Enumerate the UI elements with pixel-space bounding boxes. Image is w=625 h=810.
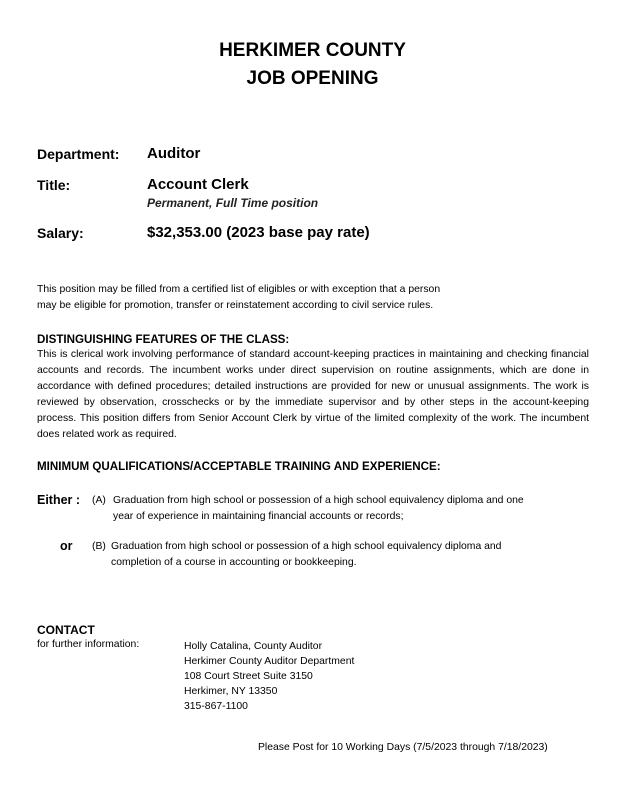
contact-label: for further information: — [37, 639, 140, 650]
qualifications-heading: MINIMUM QUALIFICATIONS/ACCEPTABLE TRAINING AND EXPERIENCE: — [37, 460, 441, 473]
or-label: or — [60, 539, 73, 553]
contact-heading: CONTACT — [37, 623, 95, 637]
option-a-line-2: year of experience in maintaining financial accounts or records; — [113, 511, 404, 522]
page-title-county: HERKIMER COUNTY — [219, 40, 406, 61]
option-a-text — [113, 493, 524, 525]
title-subtitle: Permanent, Full Time position — [147, 196, 319, 210]
contact-name: Holly Catalina, County Auditor — [184, 641, 323, 652]
contact-city: Herkimer, NY 13350 — [184, 686, 278, 697]
department-label: Department: — [37, 146, 120, 162]
department-value: Auditor — [147, 145, 201, 162]
option-b-line-1: Graduation from high school or possession of a high school equivalency diploma and — [111, 541, 502, 552]
contact-details — [184, 639, 354, 714]
title-value: Account Clerk — [147, 176, 249, 193]
contact-street: 108 Court Street Suite 3150 — [184, 671, 313, 682]
option-b-text — [111, 539, 501, 571]
intro-paragraph — [37, 282, 440, 314]
features-heading: DISTINGUISHING FEATURES OF THE CLASS: — [37, 333, 290, 346]
salary-value: $32,353.00 (2023 base pay rate) — [147, 224, 370, 241]
contact-department: Herkimer County Auditor Department — [184, 656, 355, 667]
either-label: Either : — [37, 493, 81, 507]
page-title-job-opening: JOB OPENING — [246, 68, 379, 89]
features-body: This is clerical work involving performance of standard account-keeping practices in maintaining and checking financial accounts and records. The incumbent works under direct supervision on routine assignments, which are done in accordance with defined procedures; detailed instructions are provided for new or unusual assignments. The work is reviewed by observation, crosschecks or by the immediate supervisor and by other steps in the account-keeping process. This position differs from Senior Account Clerk by virtue of the limited complexity of the work. The incumbent does related work as required. — [37, 349, 589, 440]
option-b-letter: (B) — [92, 541, 106, 552]
contact-phone: 315-867-1100 — [184, 701, 248, 712]
option-b-line-2: completion of a course in accounting or bookkeeping. — [111, 557, 357, 568]
option-a-line-1: Graduation from high school or possession of a high school equivalency diploma and one — [113, 495, 524, 506]
title-label: Title: — [37, 177, 71, 193]
salary-label: Salary: — [37, 225, 84, 241]
option-a-letter: (A) — [92, 495, 106, 506]
posting-note: Please Post for 10 Working Days (7/5/2023 through 7/18/2023) — [258, 742, 548, 753]
intro-line-1: This position may be filled from a certified list of eligibles or with exception that a person — [37, 284, 441, 295]
intro-line-2: may be eligible for promotion, transfer or reinstatement according to civil service rules. — [37, 300, 434, 311]
